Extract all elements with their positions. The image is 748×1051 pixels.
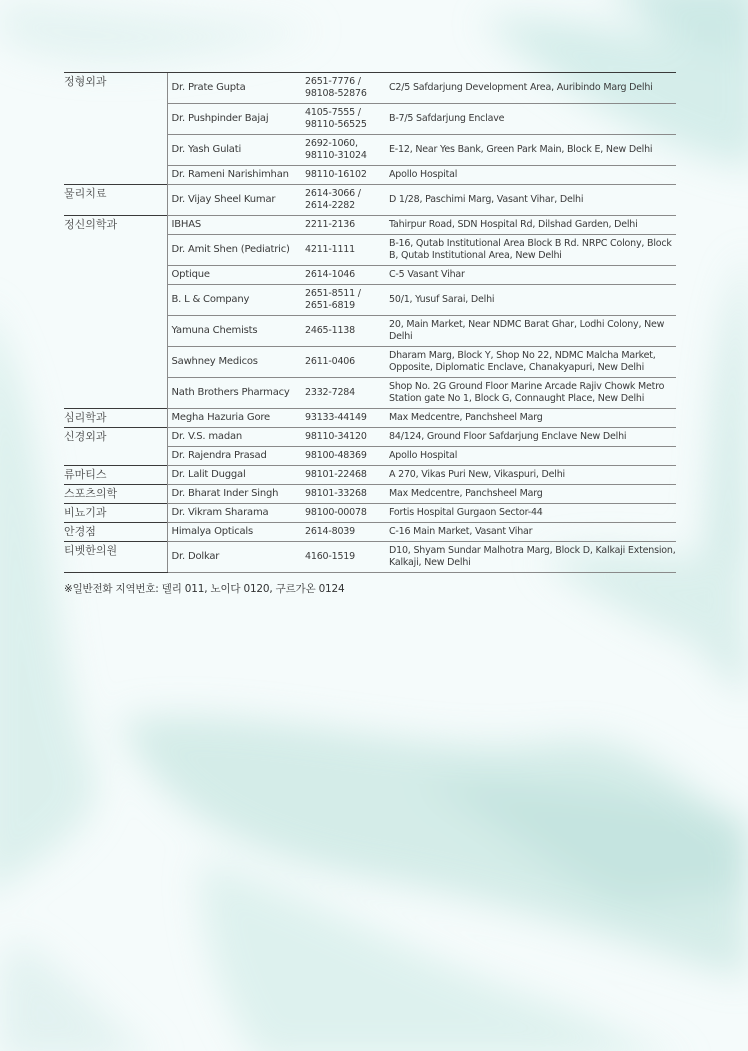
provider-name: Megha Hazuria Gore [167, 409, 303, 428]
address: Tahirpur Road, SDN Hospital Rd, Dilshad Garden, Delhi [387, 216, 676, 235]
phone-number: 2465-1138 [303, 316, 387, 347]
address: 50/1, Yusuf Sarai, Delhi [387, 285, 676, 316]
address: Shop No. 2G Ground Floor Marine Arcade Rajiv Chowk Metro Station gate No 1, Block G, Connaught Place, New Delhi [387, 378, 676, 409]
phone-number: 2211-2136 [303, 216, 387, 235]
table-row [64, 185, 676, 216]
phone-number: 98101-22468 [303, 466, 387, 485]
provider-name: Dr. Pushpinder Bajaj [167, 104, 303, 135]
phone-number: 2614-8039 [303, 523, 387, 542]
table-row [64, 504, 676, 523]
provider-name: Sawhney Medicos [167, 347, 303, 378]
address: D 1/28, Paschimi Marg, Vasant Vihar, Delhi [387, 185, 676, 216]
provider-name: Dr. V.S. madan [167, 428, 303, 447]
address: Fortis Hospital Gurgaon Sector-44 [387, 504, 676, 523]
phone-number: 2651-8511 / 2651-6819 [303, 285, 387, 316]
address: Dharam Marg, Block Y, Shop No 22, NDMC Malcha Market, Opposite, Diplomatic Enclave, Chanakyapuri, New Delhi [387, 347, 676, 378]
address: 84/124, Ground Floor Safdarjung Enclave New Delhi [387, 428, 676, 447]
address: C-5 Vasant Vihar [387, 266, 676, 285]
phone-number: 2614-1046 [303, 266, 387, 285]
table-row [64, 485, 676, 504]
phone-number: 2332-7284 [303, 378, 387, 409]
address: C-16 Main Market, Vasant Vihar [387, 523, 676, 542]
table-row [64, 523, 676, 542]
category-label: 정신의학과 [64, 216, 167, 409]
provider-name: Optique [167, 266, 303, 285]
address: Apollo Hospital [387, 447, 676, 466]
area-code-footnote: ※일반전화 지역번호: 델리 011, 노이다 0120, 구르가온 0124 [64, 583, 345, 595]
phone-number: 98100-00078 [303, 504, 387, 523]
address: B-7/5 Safdarjung Enclave [387, 104, 676, 135]
provider-name: Dr. Vijay Sheel Kumar [167, 185, 303, 216]
category-label: 안경점 [64, 523, 167, 542]
provider-name: Dr. Dolkar [167, 542, 303, 573]
table-row [64, 216, 676, 235]
phone-number: 2611-0406 [303, 347, 387, 378]
provider-name: Dr. Yash Gulati [167, 135, 303, 166]
address: E-12, Near Yes Bank, Green Park Main, Block E, New Delhi [387, 135, 676, 166]
provider-name: Dr. Rameni Narishimhan [167, 166, 303, 185]
phone-number: 2614-3066 / 2614-2282 [303, 185, 387, 216]
category-label: 신경외과 [64, 428, 167, 466]
provider-name: Himalya Opticals [167, 523, 303, 542]
category-label: 정형외과 [64, 73, 167, 185]
category-label: 류마티스 [64, 466, 167, 485]
table-row [64, 73, 676, 104]
table-row [64, 542, 676, 573]
phone-number: 98110-34120 [303, 428, 387, 447]
phone-number: 2651-7776 / 98108-52876 [303, 73, 387, 104]
phone-number: 98100-48369 [303, 447, 387, 466]
address: 20, Main Market, Near NDMC Barat Ghar, Lodhi Colony, New Delhi [387, 316, 676, 347]
phone-number: 2692-1060, 98110-31024 [303, 135, 387, 166]
provider-name: Yamuna Chemists [167, 316, 303, 347]
medical-directory-table [64, 72, 676, 573]
address: D10, Shyam Sundar Malhotra Marg, Block D, Kalkaji Extension, Kalkaji, New Delhi [387, 542, 676, 573]
provider-name: Dr. Amit Shen (Pediatric) [167, 235, 303, 266]
table-row [64, 428, 676, 447]
address: Max Medcentre, Panchsheel Marg [387, 409, 676, 428]
table-row [64, 409, 676, 428]
table-row [64, 466, 676, 485]
address: Apollo Hospital [387, 166, 676, 185]
provider-name: Nath Brothers Pharmacy [167, 378, 303, 409]
provider-name: Dr. Vikram Sharama [167, 504, 303, 523]
address: B-16, Qutab Institutional Area Block B Rd. NRPC Colony, Block B, Qutab Institutional Area, New Delhi [387, 235, 676, 266]
provider-name: Dr. Rajendra Prasad [167, 447, 303, 466]
directory-content [64, 72, 676, 596]
provider-name: Dr. Prate Gupta [167, 73, 303, 104]
provider-name: Dr. Lalit Duggal [167, 466, 303, 485]
category-label: 비뇨기과 [64, 504, 167, 523]
category-label: 심리학과 [64, 409, 167, 428]
phone-number: 98101-33268 [303, 485, 387, 504]
category-label: 물리치료 [64, 185, 167, 216]
category-label: 스포츠의학 [64, 485, 167, 504]
phone-number: 93133-44149 [303, 409, 387, 428]
provider-name: Dr. Bharat Inder Singh [167, 485, 303, 504]
address: C2/5 Safdarjung Development Area, Auribindo Marg Delhi [387, 73, 676, 104]
address: Max Medcentre, Panchsheel Marg [387, 485, 676, 504]
phone-number: 4105-7555 / 98110-56525 [303, 104, 387, 135]
category-label: 티벳한의원 [64, 542, 167, 573]
address: A 270, Vikas Puri New, Vikaspuri, Delhi [387, 466, 676, 485]
phone-number: 4211-1111 [303, 235, 387, 266]
provider-name: IBHAS [167, 216, 303, 235]
phone-number: 98110-16102 [303, 166, 387, 185]
provider-name: B. L & Company [167, 285, 303, 316]
phone-number: 4160-1519 [303, 542, 387, 573]
